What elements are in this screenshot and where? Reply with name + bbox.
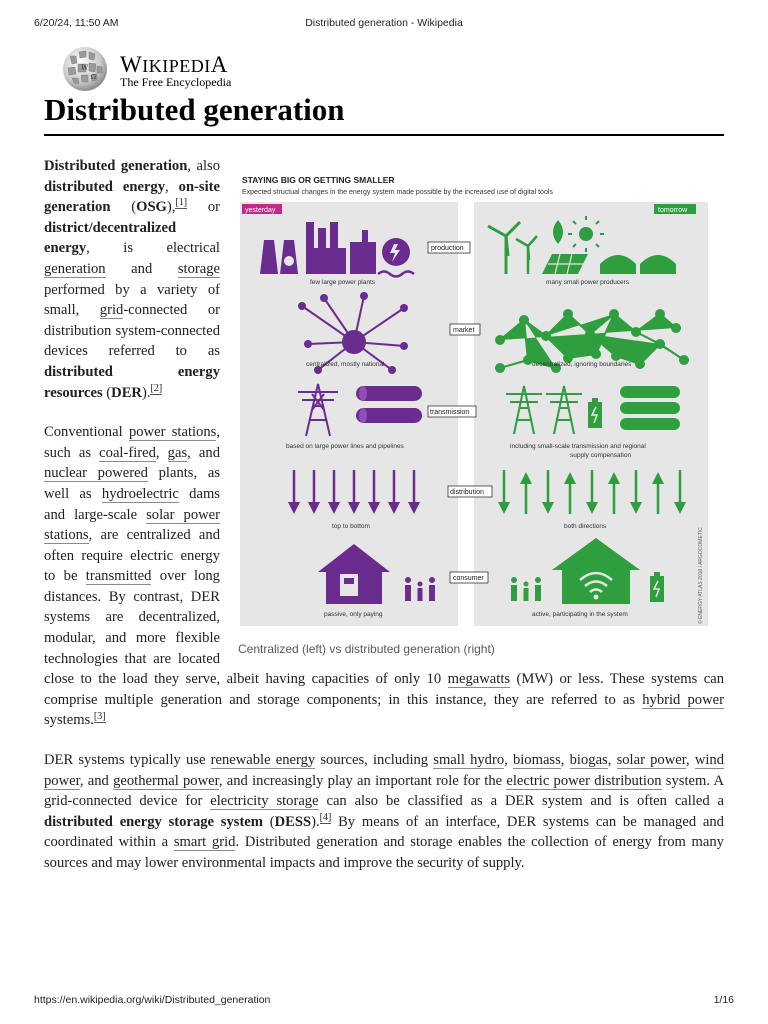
link-biomass[interactable]: biomass — [512, 752, 561, 769]
link-gas[interactable]: gas — [167, 444, 188, 461]
link-electric-power-distribution[interactable]: electric power distribution — [506, 772, 662, 789]
distribution-tomorrow-arrows — [498, 470, 686, 514]
figure-caption: Centralized (left) vs distributed generation (right) — [238, 642, 495, 656]
link-solar-power-stations[interactable]: solar power stations — [44, 506, 220, 544]
link-hybrid-power[interactable]: hybrid power — [642, 691, 724, 708]
infographic-figure[interactable] — [228, 164, 724, 657]
consumer-yesterday-caption: passive, only paying — [324, 611, 383, 618]
distribution-yesterday-caption: top to bottom — [332, 523, 370, 530]
market-yesterday-caption: centralized, mostly national — [306, 361, 385, 368]
link-solar-power[interactable]: solar power — [616, 752, 686, 769]
wikipedia-globe-icon — [60, 44, 110, 94]
row-label-distribution: distribution — [450, 489, 484, 496]
print-url: https://en.wikipedia.org/wiki/Distributed_generation — [34, 994, 271, 1006]
link-smart-grid[interactable]: smart grid — [173, 834, 236, 851]
print-page-number: 1/16 — [713, 994, 734, 1006]
link-hydroelectric[interactable]: hydroelectric — [101, 485, 179, 502]
link-generation[interactable]: generation — [44, 260, 106, 277]
paragraph-der-systems: DER systems typically use renewable energy sources, including small hydro, biomass, biogas, solar power, wind power, and geothermal power, and increasingly play an important role for the electric power distribution system. A grid-connected device for electricity storage can also be classified as a DER system and is often called a distributed energy storage system (DESS).[4] By means of an interface, DER systems can be managed and coordinated within a smart grid. Distributed generation and storage enables the collection of energy from many sources and may lower environmental impacts and improve the security of supply. — [44, 752, 725, 871]
link-wind-power[interactable]: wind power — [44, 752, 725, 789]
svg-text:W: W — [81, 64, 89, 72]
production-yesterday-caption: few large power plants — [310, 279, 376, 286]
market-tomorrow-caption: decentralized, ignoring boundaries — [532, 361, 632, 368]
citation-link-4[interactable]: [4] — [319, 811, 332, 823]
row-label-consumer: consumer — [453, 575, 484, 582]
citation-link-1[interactable]: [1] — [175, 197, 188, 209]
page-title: Distributed generation — [44, 92, 345, 127]
transmission-tomorrow-caption-2: supply compensation — [570, 452, 632, 459]
link-nuclear-powered[interactable]: nuclear powered — [44, 465, 148, 482]
tag-tomorrow: tomorrow — [658, 207, 688, 214]
print-datetime: 6/20/24, 11:50 AM — [34, 17, 119, 29]
infographic-heading: STAYING BIG OR GETTING SMALLER — [242, 175, 395, 185]
row-label-transmission: transmission — [430, 409, 470, 416]
consumer-tomorrow-caption: active, participating in the system — [532, 611, 628, 618]
link-transmitted[interactable]: transmitted — [85, 568, 152, 585]
infographic-subheading: Expected structual changes in the energy system made possible by the increased use of digital tools — [242, 189, 553, 196]
link-coal-fired[interactable]: coal-fired — [99, 444, 156, 461]
link-power-stations[interactable]: power stations — [128, 424, 217, 441]
print-footer — [34, 994, 734, 1008]
citation-link-2[interactable]: [2] — [150, 382, 163, 394]
paragraph-intro: Distributed generation, also distributed energy, on-site generation (OSG),[1] or district/decentralized energy, is electrical generation and storage performed by a variety of small, grid-connected or distribution system-connected devices referred to as distributed energy resources (DER).[2] — [44, 158, 221, 401]
tag-yesterday: yesterday — [245, 207, 276, 214]
row-label-market: market — [453, 327, 475, 334]
distribution-tomorrow-caption: both directions — [564, 523, 607, 530]
transmission-yesterday-caption: based on large power lines and pipelines — [286, 443, 404, 450]
print-header — [34, 17, 734, 31]
link-grid[interactable]: grid — [99, 302, 124, 319]
infographic-image[interactable] — [228, 164, 724, 638]
wikipedia-wordmark: WIKIPEDIA — [120, 52, 228, 77]
row-label-production: production — [431, 245, 464, 252]
link-small-hydro[interactable]: small hydro — [433, 752, 505, 769]
infographic-credit: © ENERGY ATLAS 2018 / ARGOCOMETIC — [698, 527, 704, 624]
link-renewable-energy[interactable]: renewable energy — [210, 752, 316, 769]
svg-text:Ω: Ω — [91, 74, 96, 81]
paragraph-centralized: Conventional power stations, such as coal-fired, gas, and nuclear powered plants, as well as hydroelectric dams and large-scale solar power stations, are centralized and often require electric energy to be transmitted over long distances. By contrast, DER systems are decentralized, modular, and more flexible technologies that are located close to the load they serve, albeit having capacities of only 10 megawatts (MW) or less. These systems can comprise multiple generation and storage components; in this instance, they are referred to as hybrid power systems.[3] — [44, 424, 725, 729]
article-body — [44, 156, 724, 893]
production-tomorrow-caption: many small power producers — [546, 279, 630, 286]
link-electricity-storage[interactable]: electricity storage — [210, 793, 319, 810]
link-geothermal-power[interactable]: geothermal power — [113, 772, 219, 789]
transmission-tomorrow-caption-1: including small-scale transmission and regional — [510, 443, 646, 450]
link-storage[interactable]: storage — [177, 260, 220, 277]
title-divider — [44, 134, 724, 136]
citation-link-3[interactable]: [3] — [93, 710, 106, 722]
wikipedia-tagline: The Free Encyclopedia — [120, 75, 232, 89]
link-biogas[interactable]: biogas — [569, 752, 608, 769]
print-page-title: Distributed generation - Wikipedia — [305, 17, 463, 29]
link-megawatts[interactable]: megawatts — [447, 671, 511, 688]
